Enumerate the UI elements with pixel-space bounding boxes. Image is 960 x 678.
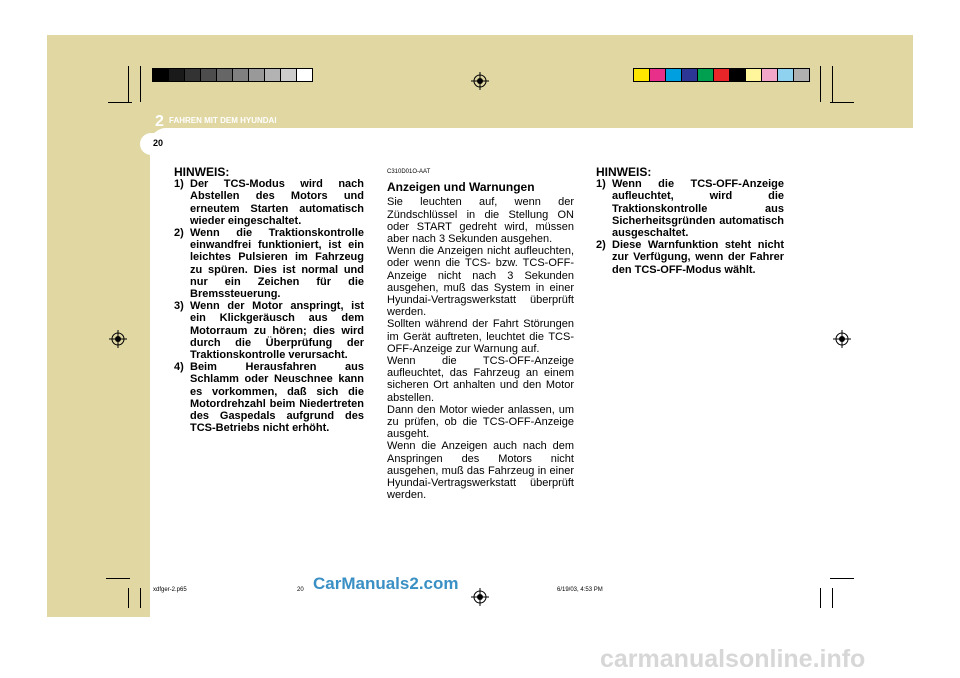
- color-swatch: [794, 69, 809, 81]
- registration-mark-icon: [471, 588, 489, 606]
- section-title: Anzeigen und Warnungen: [387, 180, 535, 195]
- color-swatch: [249, 69, 265, 81]
- note-list: [596, 178, 784, 276]
- registration-mark-icon: [109, 330, 127, 348]
- registration-mark-icon: [471, 72, 489, 90]
- color-swatch: [730, 69, 746, 81]
- list-item: 1) Wenn die TCS-OFF-Anzeige aufleuchtet, wird die Traktionskontrolle aus Sicherheitsgründen automatisch ausgeschaltet.: [596, 178, 784, 240]
- list-item: 4) Beim Herausfahren aus Schlamm oder Neuschnee kann es vorkommen, daß sich die Motordrehzahl beim Niedertreten des Gaspedals aufgrund des TCS-Betriebs nicht erhöht.: [174, 361, 364, 435]
- note-list: [174, 178, 364, 434]
- paragraph: Wenn die Anzeigen auch nach dem Anspringen des Motors nicht ausgehen, muß das Fahrzeug in einer Hyundai-Vertragswerkstatt überprüft werden.: [387, 440, 574, 502]
- paragraph: Wenn die Anzeigen nicht aufleuchten, oder wenn die TCS- bzw. TCS-OFF-Anzeige nicht nach 3 Sekunden ausgehen, muß das System in einer Hyundai-Vertragswerkstatt überprüft werden.: [387, 245, 574, 319]
- color-swatch: [153, 69, 169, 81]
- color-swatch: [762, 69, 778, 81]
- color-swatch: [217, 69, 233, 81]
- color-swatch: [281, 69, 297, 81]
- paragraph: Wenn die TCS-OFF-Anzeige aufleuchtet, das Fahrzeug an einem sicheren Ort anhalten und den Motor abstellen.: [387, 355, 574, 404]
- grayscale-color-bar: [152, 68, 313, 82]
- color-swatch: [634, 69, 650, 81]
- registration-mark-icon: [833, 330, 851, 348]
- right-column: [596, 166, 784, 276]
- left-column: [174, 166, 364, 434]
- list-item: 1) Der TCS-Modus wird nach Abstellen des Motors und erneutem Starten automatisch wieder eingeschaltet.: [174, 178, 364, 227]
- chapter-title: FAHREN MIT DEM HYUNDAI: [169, 116, 277, 125]
- list-item: 2) Wenn die Traktionskontrolle einwandfrei funktioniert, ist ein leichtes Pulsieren im Fahrzeug zu spüren. Dies ist normal und nur ein Zeichen für die Bremssteuerung.: [174, 227, 364, 301]
- footer-page: 20: [297, 587, 304, 593]
- chapter-number: 2: [155, 113, 164, 130]
- list-item: 3) Wenn der Motor anspringt, ist ein Klickgeräusch aus dem Motorraum zu hören; dies wird durch die Überprüfung der Traktionskontrolle verursacht.: [174, 300, 364, 362]
- color-swatch: [698, 69, 714, 81]
- paragraph: Sollten während der Fahrt Störungen im Gerät auftreten, leuchtet die TCS-OFF-Anzeige zur Warnung auf.: [387, 318, 574, 355]
- middle-column: [387, 166, 574, 501]
- list-item: 2) Diese Warnfunktion steht nicht zur Verfügung, wenn der Fahrer den TCS-OFF-Modus wählt.: [596, 239, 784, 276]
- color-swatch: [666, 69, 682, 81]
- color-swatch: [201, 69, 217, 81]
- color-swatch: [650, 69, 666, 81]
- color-swatch: [682, 69, 698, 81]
- note-heading: HINWEIS:: [596, 165, 652, 179]
- process-color-bar: [633, 68, 810, 82]
- color-swatch: [297, 69, 312, 81]
- note-heading: HINWEIS:: [174, 165, 230, 179]
- color-swatch: [233, 69, 249, 81]
- watermark-link[interactable]: CarManuals2.com: [313, 574, 459, 593]
- paragraph: Dann den Motor wieder anlassen, um zu prüfen, ob die TCS-OFF-Anzeige ausgeht.: [387, 403, 574, 441]
- paragraph: Sie leuchten auf, wenn der Zündschlüssel in die Stellung ON oder START gedreht wird, müssen aber nach 3 Sekunden ausgehen.: [387, 196, 574, 246]
- footer-file: xdfger-2.p65: [153, 587, 187, 593]
- section-body: [387, 196, 574, 501]
- section-code: C310D01O-AAT: [387, 169, 431, 175]
- site-watermark: carmanualsonline.info: [600, 645, 866, 673]
- color-swatch: [746, 69, 762, 81]
- color-swatch: [169, 69, 185, 81]
- color-swatch: [265, 69, 281, 81]
- color-swatch: [714, 69, 730, 81]
- page-number: 20: [153, 138, 164, 148]
- color-swatch: [778, 69, 794, 81]
- color-swatch: [185, 69, 201, 81]
- footer-date: 6/19/03, 4:53 PM: [557, 587, 603, 593]
